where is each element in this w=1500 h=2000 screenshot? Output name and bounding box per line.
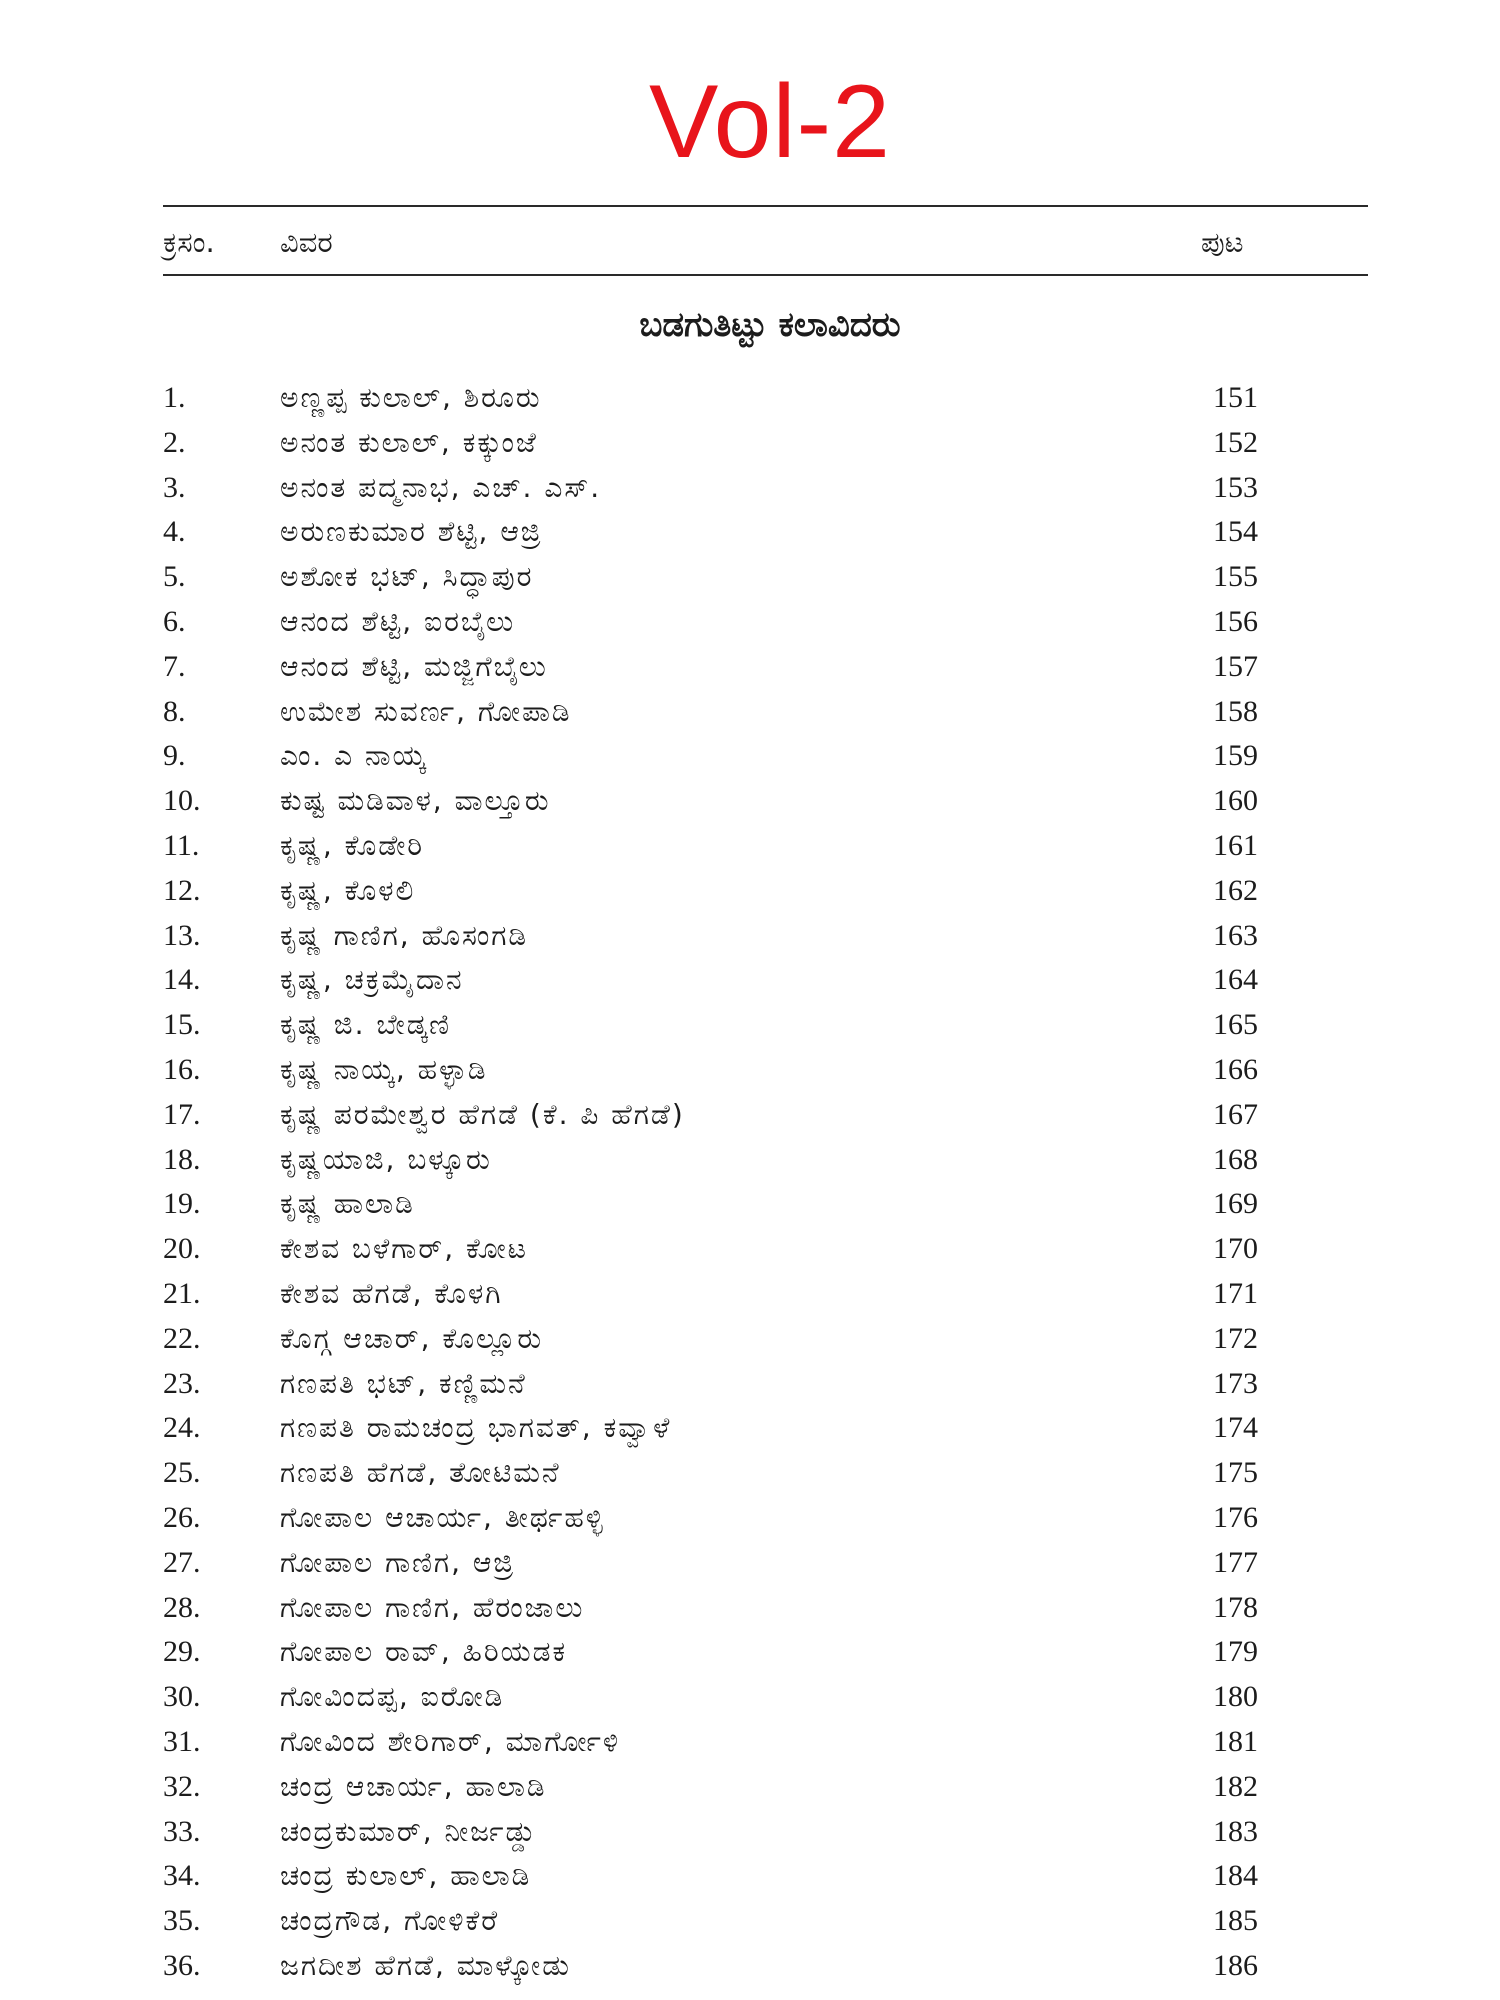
list-item [163, 1362, 1368, 1407]
entry-page-number: 168 [1213, 1142, 1258, 1176]
header-bottom-rule [163, 274, 1368, 276]
entry-page-number: 153 [1213, 470, 1258, 504]
entry-name: ಆನಂದ ಶೆಟ್ಟಿ, ಮಜ್ಜಿಗೆಬೈಲು [280, 649, 548, 683]
list-item [163, 1765, 1368, 1810]
entry-name: ಗೋಪಾಲ ರಾವ್, ಹಿರಿಯಡಕ [280, 1635, 568, 1669]
entry-name: ಅಣ್ಣಪ್ಪ ಕುಲಾಲ್, ಶಿರೂರು [280, 381, 542, 414]
list-item [163, 600, 1368, 645]
entry-page-number: 164 [1213, 963, 1258, 997]
list-item [163, 1272, 1368, 1317]
entry-page-number: 175 [1213, 1456, 1258, 1490]
list-item [163, 1854, 1368, 1899]
entry-page-number: 151 [1213, 381, 1258, 414]
list-item [163, 734, 1368, 779]
entry-number: 16. [163, 1052, 201, 1086]
entry-page-number: 154 [1213, 515, 1258, 549]
entry-number: 8. [163, 694, 186, 728]
header-detail: ವಿವರ [280, 225, 333, 259]
entry-number: 29. [163, 1635, 201, 1669]
list-item [163, 1720, 1368, 1765]
entry-page-number: 167 [1213, 1097, 1258, 1131]
entry-number: 5. [163, 560, 186, 594]
list-item [163, 421, 1368, 466]
entry-name: ಅನಂತ ಕುಲಾಲ್, ಕಕ್ಕುಂಜೆ [280, 425, 538, 459]
entry-name: ಕೃಷ್ಣ ಗಾಣಿಗ, ಹೊಸಂಗಡಿ [280, 918, 529, 952]
entry-number: 35. [163, 1904, 201, 1938]
entry-page-number: 169 [1213, 1187, 1258, 1221]
entry-number: 6. [163, 604, 186, 638]
entry-name: ಕೃಷ್ಣ ಜಿ. ಬೇಡ್ಕಣಿ [280, 1008, 452, 1042]
entry-page-number: 166 [1213, 1052, 1258, 1086]
entry-number: 33. [163, 1814, 201, 1848]
entry-page-number: 161 [1213, 828, 1258, 862]
entry-name: ಕೇಶವ ಬಳೆಗಾರ್, ಕೋಟ [280, 1232, 528, 1266]
entry-number: 2. [163, 425, 186, 459]
entry-name: ಉಮೇಶ ಸುವರ್ಣ, ಗೋಪಾಡಿ [280, 694, 572, 728]
entry-name: ಗೋವಿಂದ ಶೇರಿಗಾರ್, ಮಾರ್ಗೋಳಿ [280, 1724, 621, 1758]
entry-number: 24. [163, 1411, 201, 1445]
entry-page-number: 183 [1213, 1814, 1258, 1848]
list-item [163, 690, 1368, 735]
entry-number: 17. [163, 1097, 201, 1131]
entry-name: ಕೇಶವ ಹೆಗಡೆ, ಕೊಳಗಿ [280, 1276, 503, 1310]
entry-page-number: 178 [1213, 1590, 1258, 1624]
header-top-rule [163, 205, 1368, 207]
list-item [163, 1182, 1368, 1227]
list-item [163, 1899, 1368, 1944]
list-item [163, 555, 1368, 600]
header-serial-number: ಕ್ರಸಂ. [163, 225, 215, 259]
list-item [163, 958, 1368, 1003]
entry-name: ಕೊಗ್ಗ ಆಚಾರ್, ಕೊಲ್ಲೂರು [280, 1321, 544, 1355]
entry-number: 13. [163, 918, 201, 952]
entry-number: 25. [163, 1456, 201, 1490]
list-item [163, 1093, 1368, 1138]
entry-number: 10. [163, 784, 201, 818]
entry-name: ಚಂದ್ರಕುಮಾರ್, ನೀರ್ಜಡ್ಡು [280, 1814, 538, 1848]
list-item [163, 376, 1368, 421]
entry-page-number: 170 [1213, 1232, 1258, 1266]
entry-page-number: 155 [1213, 560, 1258, 594]
entry-page-number: 186 [1213, 1948, 1258, 1982]
entry-number: 14. [163, 963, 201, 997]
entry-name: ಕುಷ್ಟ ಮಡಿವಾಳ, ವಾಲ್ತೂರು [280, 784, 551, 818]
list-item [163, 1138, 1368, 1183]
entry-name: ಕೃಷ್ಣ ನಾಯ್ಕ, ಹಳ್ಳಾಡಿ [280, 1052, 488, 1086]
entry-page-number: 157 [1213, 649, 1258, 683]
entry-number: 34. [163, 1859, 201, 1893]
entry-name: ಗಣಪತಿ ರಾಮಚಂದ್ರ ಭಾಗವತ್, ಕವ್ವಾಳೆ [280, 1411, 672, 1445]
list-item [163, 1944, 1368, 1989]
entry-page-number: 181 [1213, 1724, 1258, 1758]
list-item [163, 1496, 1368, 1541]
entry-number: 31. [163, 1724, 201, 1758]
entry-name: ಕೃಷ್ಣ, ಕೊಳಲಿ [280, 873, 416, 907]
entry-name: ಅಶೋಕ ಭಟ್, ಸಿದ್ಧಾಪುರ [280, 560, 534, 594]
entry-name: ಗೋವಿಂದಪ್ಪ, ಐರೋಡಿ [280, 1680, 505, 1714]
entry-page-number: 185 [1213, 1904, 1258, 1938]
list-item [163, 1451, 1368, 1496]
entry-page-number: 165 [1213, 1008, 1258, 1042]
list-item [163, 1630, 1368, 1675]
list-item [163, 1227, 1368, 1272]
list-item [163, 824, 1368, 869]
entry-number: 4. [163, 515, 186, 549]
header-page: ಪುಟ [1201, 225, 1244, 259]
entry-name: ಗಣಪತಿ ಭಟ್, ಕಣ್ಣಿಮನೆ [280, 1366, 527, 1400]
entry-name: ಗೋಪಾಲ ಗಾಣಿಗ, ಆಜ್ರಿ [280, 1545, 516, 1579]
entry-number: 20. [163, 1232, 201, 1266]
entry-name: ಆನಂದ ಶೆಟ್ಟಿ, ಐರಬೈಲು [280, 604, 516, 638]
entry-page-number: 179 [1213, 1635, 1258, 1669]
entry-number: 36. [163, 1948, 201, 1982]
list-item [163, 1541, 1368, 1586]
section-title: ಬಡಗುತಿಟ್ಟು ಕಲಾವಿದರು [639, 305, 901, 345]
list-item [163, 869, 1368, 914]
entry-page-number: 162 [1213, 873, 1258, 907]
entry-number: 12. [163, 873, 201, 907]
entry-number: 18. [163, 1142, 201, 1176]
entry-name: ಚಂದ್ರ ಆಚಾರ್ಯ, ಹಾಲಾಡಿ [280, 1769, 547, 1803]
entry-number: 30. [163, 1680, 201, 1714]
entry-page-number: 177 [1213, 1545, 1258, 1579]
entry-name: ಗೋಪಾಲ ಗಾಣಿಗ, ಹೆರಂಜಾಲು [280, 1590, 585, 1624]
entry-page-number: 172 [1213, 1321, 1258, 1355]
entry-page-number: 159 [1213, 739, 1258, 773]
entry-name: ಚಂದ್ರ ಕುಲಾಲ್, ಹಾಲಾಡಿ [280, 1859, 532, 1893]
list-item [163, 510, 1368, 555]
entry-page-number: 156 [1213, 604, 1258, 638]
entry-name: ಕೃಷ್ಣ, ಚಕ್ರಮೈದಾನ [280, 963, 464, 997]
entry-page-number: 163 [1213, 918, 1258, 952]
entry-name: ಕೃಷ್ಣ ಪರಮೇಶ್ವರ ಹೆಗಡೆ (ಕೆ. ಪಿ ಹೆಗಡೆ) [280, 1097, 685, 1131]
entry-name: ಕೃಷ್ಣ, ಕೊಡೇರಿ [280, 828, 425, 862]
list-item [163, 1810, 1368, 1855]
entry-number: 7. [163, 649, 186, 683]
entry-page-number: 160 [1213, 784, 1258, 818]
entry-number: 32. [163, 1769, 201, 1803]
entry-name: ಎಂ. ಎ ನಾಯ್ಕ [280, 739, 428, 773]
entry-page-number: 180 [1213, 1680, 1258, 1714]
entry-number: 1. [163, 381, 186, 414]
list-item [163, 1586, 1368, 1631]
entry-number: 23. [163, 1366, 201, 1400]
list-item [163, 779, 1368, 824]
entry-name: ಗೋಪಾಲ ಆಚಾರ್ಯ, ತೀರ್ಥಹಳ್ಳಿ [280, 1500, 605, 1534]
list-item [163, 914, 1368, 959]
contents-list [163, 376, 1368, 1989]
list-item [163, 1003, 1368, 1048]
entry-page-number: 184 [1213, 1859, 1258, 1893]
list-item [163, 1675, 1368, 1720]
volume-title: Vol-2 [648, 64, 892, 180]
entry-number: 21. [163, 1276, 201, 1310]
list-item [163, 1317, 1368, 1362]
entry-page-number: 176 [1213, 1500, 1258, 1534]
entry-name: ಚಂದ್ರಗೌಡ, ಗೋಳಿಕೆರೆ [280, 1904, 500, 1938]
list-item [163, 645, 1368, 690]
entry-number: 19. [163, 1187, 201, 1221]
entry-name: ಅರುಣಕುಮಾರ ಶೆಟ್ಟಿ, ಆಜ್ರಿ [280, 515, 543, 549]
list-item [163, 1048, 1368, 1093]
entry-page-number: 158 [1213, 694, 1258, 728]
list-item [163, 1406, 1368, 1451]
entry-name: ಅನಂತ ಪದ್ಮನಾಭ, ಎಚ್. ಎಸ್. [280, 470, 602, 504]
entry-name: ಗಣಪತಿ ಹೆಗಡೆ, ತೋಟಿಮನೆ [280, 1456, 561, 1490]
entry-number: 28. [163, 1590, 201, 1624]
entry-number: 3. [163, 470, 186, 504]
list-item [163, 466, 1368, 511]
entry-number: 15. [163, 1008, 201, 1042]
entry-number: 11. [163, 828, 200, 862]
entry-number: 22. [163, 1321, 201, 1355]
entry-page-number: 173 [1213, 1366, 1258, 1400]
entry-name: ಕೃಷ್ಣ ಹಾಲಾಡಿ [280, 1187, 415, 1221]
entry-number: 27. [163, 1545, 201, 1579]
table-header [163, 220, 1368, 264]
entry-name: ಕೃಷ್ಣಯಾಜಿ, ಬಳ್ಕೂರು [280, 1142, 492, 1176]
entry-page-number: 174 [1213, 1411, 1258, 1445]
entry-page-number: 152 [1213, 425, 1258, 459]
entry-number: 9. [163, 739, 186, 773]
entry-name: ಜಗದೀಶ ಹೆಗಡೆ, ಮಾಳ್ಕೋಡು [280, 1948, 571, 1982]
entry-page-number: 171 [1213, 1276, 1258, 1310]
entry-page-number: 182 [1213, 1769, 1258, 1803]
entry-number: 26. [163, 1500, 201, 1534]
